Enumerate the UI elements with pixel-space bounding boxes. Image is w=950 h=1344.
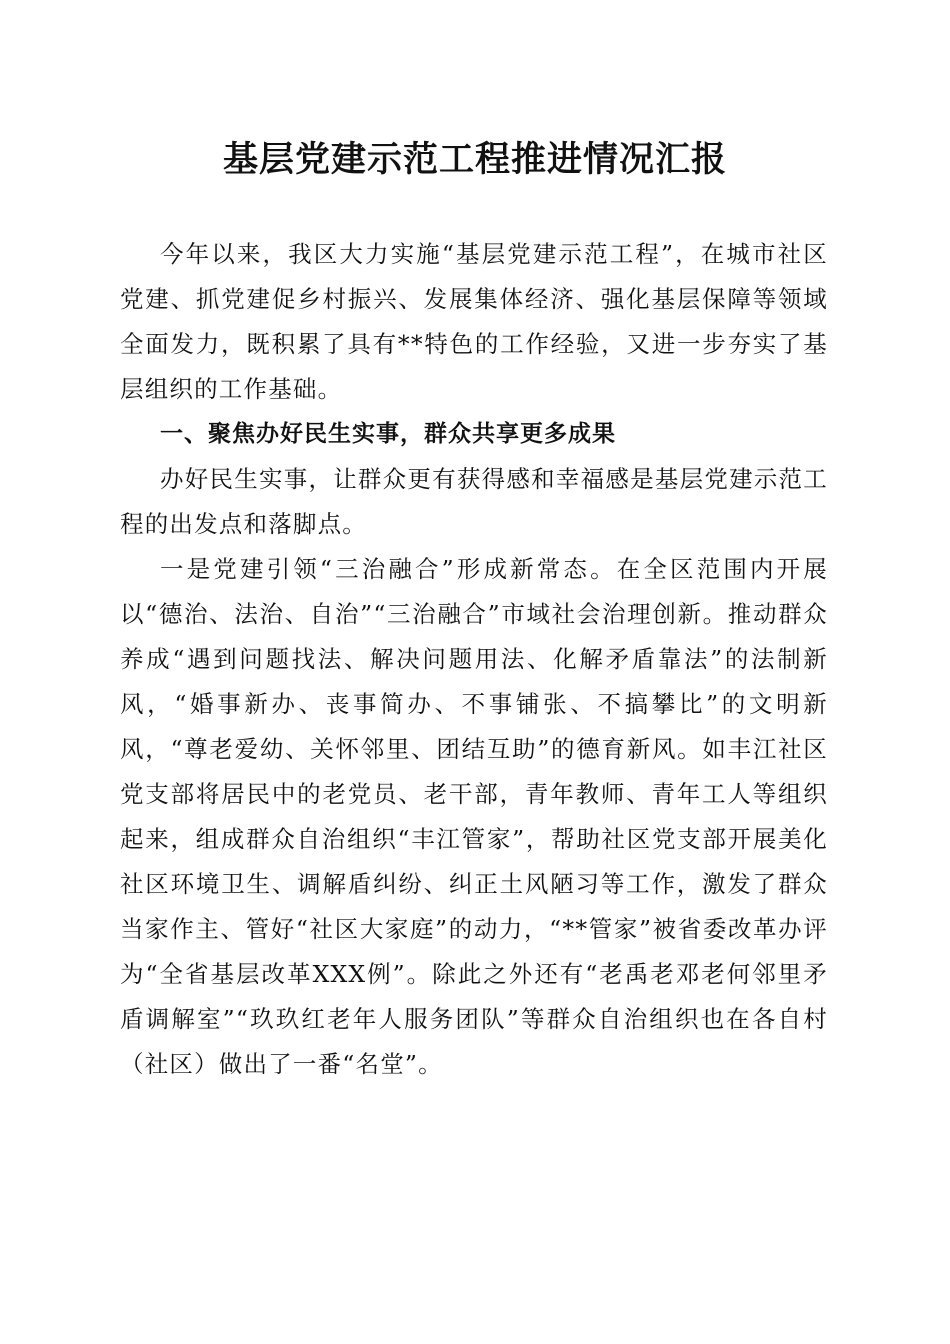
section-item-paragraph: 一是党建引领“三治融合”形成新常态。在全区范围内开展以“德治、法治、自治”“三治融合”市域社会治理创新。推动群众养成“遇到问题找法、解决问题用法、化解矛盾靠法”的法制新风，“婚事新办、丧事简办、不事铺张、不搞攀比”的文明新风，“尊老爱幼、关怀邻里、团结互助”的德育新风。如丰江社区党支部将居民中的老党员、老干部，青年教师、青年工人等组织起来，组成群众自治组织“丰江管家”，帮助社区党支部开展美化社区环境卫生、调解盾纠纷、纠正土风陋习等工作，激发了群众当家作主、管好“社区大家庭”的动力，“**管家”被省委改革办评为“全省基层改革XXX例”。除此之外还有“老禹老邓老何邻里矛盾调解室”“玖玖红老年人服务团队”等群众自治组织也在各自村（社区）做出了一番“名堂”。 [120,555,828,1078]
section-heading: 一、聚焦办好民生实事，群众共享更多成果 [160,421,616,447]
document-title: 基层党建示范工程推进情况汇报 [222,139,727,180]
document-body [120,232,828,1087]
section-lead-paragraph: 办好民生实事，让群众更有获得感和幸福感是基层党建示范工程的出发点和落脚点。 [120,465,828,538]
intro-paragraph: 今年以来，我区大力实施“基层党建示范工程”，在城市社区党建、抓党建促乡村振兴、发展集体经济、强化基层保障等领域全面发力，既积累了具有**特色的工作经验，又进一步夯实了基层组织的工作基础。 [120,240,828,403]
